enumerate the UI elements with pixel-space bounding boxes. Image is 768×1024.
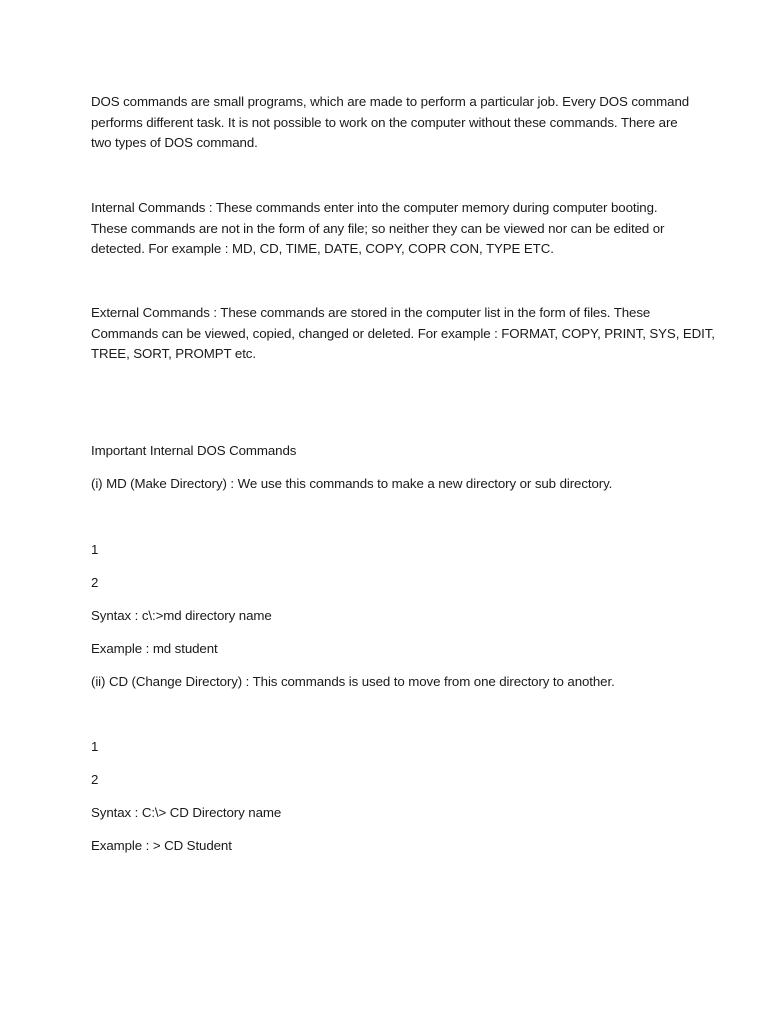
cd-code-line-number-1: 1 [91, 739, 99, 754]
md-code-line-number-2: 2 [91, 575, 99, 590]
md-code-line-number-1: 1 [91, 542, 99, 557]
intro-line-1: DOS commands are small programs, which are made to perform a particular job. Every DOS command [91, 94, 690, 109]
md-syntax: Syntax : c\:>md directory name [91, 608, 272, 623]
cd-command-title: (ii) CD (Change Directory) : This commands is used to move from one directory to another. [91, 674, 615, 689]
internal-line-1: Internal Commands : These commands enter into the computer memory during computer booting. [91, 200, 658, 215]
intro-line-3: two types of DOS command. [91, 135, 258, 150]
internal-commands-paragraph [91, 198, 691, 260]
external-commands-paragraph [91, 303, 715, 365]
cd-code-line-number-2: 2 [91, 772, 99, 787]
cd-syntax: Syntax : C:\> CD Directory name [91, 805, 282, 820]
section-heading: Important Internal DOS Commands [91, 443, 297, 458]
external-line-1: External Commands : These commands are stored in the computer list in the form of files. These [91, 305, 651, 320]
internal-line-3: detected. For example : MD, CD, TIME, DATE, COPY, COPR CON, TYPE ETC. [91, 241, 554, 256]
external-line-2: Commands can be viewed, copied, changed or deleted. For example : FORMAT, COPY, PRINT, SYS, EDIT, [91, 325, 715, 341]
intro-line-2: performs different task. It is not possible to work on the computer without these commands. There are [91, 114, 678, 130]
external-line-3: TREE, SORT, PROMPT etc. [91, 346, 256, 361]
intro-paragraph [91, 92, 691, 154]
cd-example: Example : > CD Student [91, 838, 232, 853]
md-command-title: (i) MD (Make Directory) : We use this commands to make a new directory or sub directory. [91, 476, 613, 491]
internal-line-2: These commands are not in the form of any file; so neither they can be viewed nor can be edited or [91, 220, 665, 236]
md-example: Example : md student [91, 641, 218, 656]
